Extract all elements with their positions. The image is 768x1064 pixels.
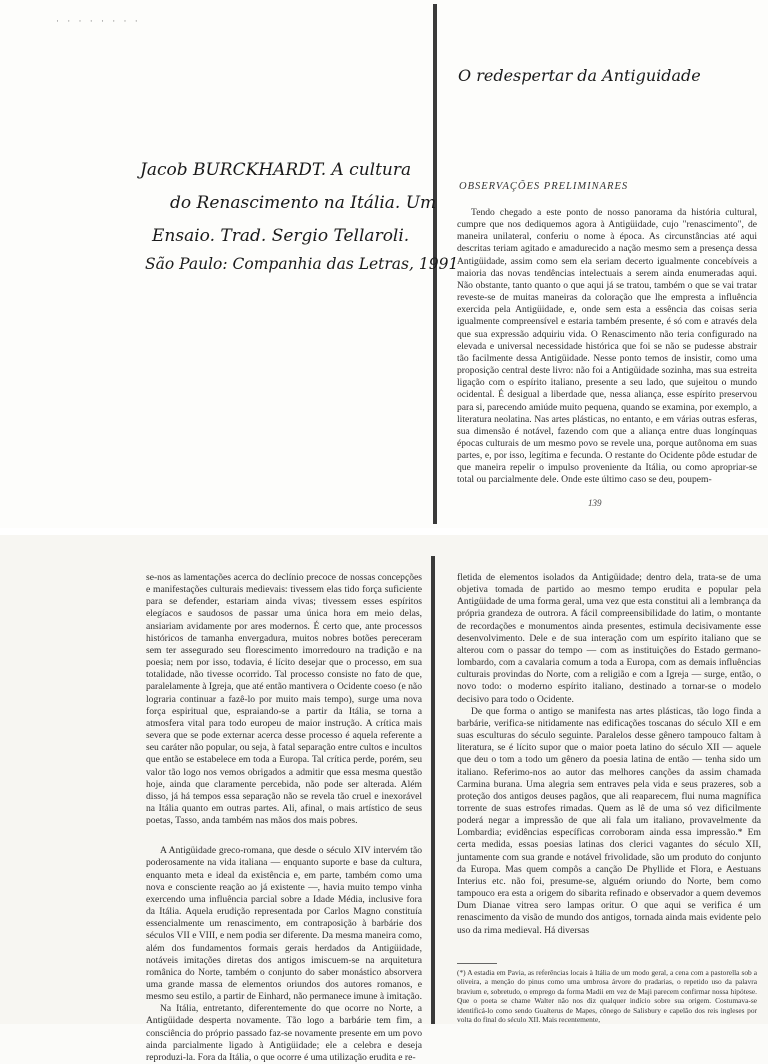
page-141-paragraph-2: De que forma o antigo se manifesta nas artes plásticas, tão logo finda a barbárie, verifica-se nitidamente nas edificações toscanas do século XII e em suas esculturas do século seguinte. Paralelos desse gênero tampouco faltam à literatura, se é lícito supor que o maior poeta latino do século XII — aquele que deu o tom a todo um gênero da poesia latina de então — tenha sido um italiano. Referimo-nos ao autor das melhores canções da assim chamada Carmina burana. Uma alegria sem entraves pela vida e seus prazeres, sob a proteção dos antigos deuses pagãos, que ali reaparecem, flui numa magnífica torrente de suas estrofes rimadas. Quem as lê de uma só vez dificilmente poderá negar a impressão de que ali fala um italiano, provavelmente da Lombardia; evidências específicas corroboram ainda essa impressão.* Em certa medida, essas poesias latinas dos clerici vagantes do século XII, juntamente com sua grande e notável frivolidade, são um produto do conjunto da Europa. Mas quem compôs a canção De Phyllide et Flora, e Aestuans Interius etc. não foi, presume-se, alguém oriundo do Norte, bem como tampouco era esta a origem do sibarita refinado e observador a quem devemos Dum Dianae vitrea sero lampas oritur. O que aqui se verifica é um renascimento da visão de mundo dos antigos, tornada ainda mais evidente pelo uso da rima medieval. Há diversas [457,705,761,936]
page-140-body [146,572,422,1063]
handwritten-citation-line-4: São Paulo: Companhia das Letras, 1991 [145,255,459,273]
page-141-paragraph-1: fletida de elementos isolados da Antigüidade; dentro dela, trata-se de uma objetiva tomada de partido ao mesmo tempo erudita e popular pela Antigüidade de uma forma geral, uma vez que esta constitui ali a lembrança da própria grandeza de outrora. A fácil compreensibilidade do latim, o montante de recordações e monumentos ainda presentes, estimula decisivamente esse desenvolvimento. Dele e de sua interação com um espírito italiano que se alterou com o passar do tempo — com as instituições do Estado germano-lombardo, com a cavalaria comum a toda a Europa, com as demais influências culturais provindas do Norte, com a religião e com a Igreja — surge, então, o novo todo: o moderno espírito italiano, destinado a tornar-se o modelo decisivo para todo o Ocidente. [457,572,761,705]
page-140-paragraph-2: A Antigüidade greco-romana, que desde o século XIV intervém tão poderosamente na vida italiana — enquanto suporte e base da cultura, enquanto meta e ideal da existência e, em parte, também como uma nova e consciente reação ao já existente —, havia muito tempo vinha exercendo uma influência parcial sobre a Idade Média, inclusive fora da Itália. Aquela erudição representada por Carlos Magno constituía essencialmente um renascimento, em contraposição à barbárie dos séculos VII e VIII, e nem podia ser diferente. Da mesma maneira como, além dos fundamentos formais gerais herdados da Antigüidade, notáveis imitações diretas dos antigos imiscuem-se na arquitetura românica do Norte, também o conjunto do saber monástico absorvera uma grande massa de elementos oriundos dos autores romanos, e mesmo seu estilo, a partir de Einhard, não permanece imune à imitação. [146,845,422,1003]
handwritten-citation-line-1: Jacob BURCKHARDT. A cultura [140,160,412,180]
page-number: 139 [588,498,602,508]
page-141-body [457,572,761,958]
handwritten-chapter-title: O redespertar da Antiguidade [458,66,701,85]
page-139-paragraph: Tendo chegado a este ponto de nosso panorama da história cultural, cumpre que nos dediquemos agora à Antigüidade, cujo "renascimento", de maneira unilateral, conferiu o nome à época. As circunstâncias até aqui descritas teriam agitado e amadurecido a nação mesmo sem a presença dessa Antigüidade, assim como sem ela seriam decerto igualmente concebíveis a maioria das novas tendências intelectuais a serem ainda enumeradas aqui. Não obstante, tanto quanto o que aqui já se tratou, também o que se vai tratar reveste-se de muitas maneiras da coloração que lhe empresta a influência exercida pela Antigüidade, e, onde sem esta a essência das coisas seria igualmente compreensível e estaria também presente, é só com e através dela que sua expressão adquiriu vida. O Renascimento não teria configurado na elevada e universal necessidade histórica que foi se não se pudesse abstrair tão facilmente dessa Antigüidade. Nesse ponto temos de insistir, como uma proposição central deste livro: não foi a Antigüidade sozinha, mas sua estreita ligação com o espírito italiano, presente a seu lado, que sujeitou o mundo ocidental. É desigual a liberdade que, nessa aliança, esse espírito preservou para si, parecendo amiúde muito pequena, quando se examina, por exemplo, a literatura neolatina. Nas artes plásticas, no entanto, e em várias outras esferas, sua dimensão é notável, fazendo com que a aliança entre duas longínquas épocas culturais de um mesmo povo se revele una, porque autônoma em suas partes, e, por isso, legítima e fecunda. O restante do Ocidente pôde estudar de que maneira repelir o impulso proveniente da Itália, ou como apropriar-se total ou parcialmente dele. Onde este último caso se deu, poupem- [457,207,757,486]
page-gap [0,528,768,535]
section-heading: OBSERVAÇÕES PRELIMINARES [459,181,629,192]
footnote: (*) A estadia em Pavia, as referências locais à Itália de um modo geral, a cena com a pastorella sob a oliveira, a menção do pinus como uma umbrosa árvore do pradarias, o repetido uso da palavra bravium e, sobretudo, o emprego da forma Madii em vez de Maji parecem confirmar nossa hipótese. Que o poeta se chame Walter não nos diz qualquer indício sobre sua origem. Costumava-se identificá-lo como sendo Gualterus de Mapes, cônego de Salisbury e capelão dos reis ingleses por volta do final do século XII. Mais recentemente, [457,968,757,1025]
scan-speckles: · · · · · · · · [56,16,141,26]
page-140-paragraph-3: Na Itália, entretanto, diferentemente do que ocorre no Norte, a Antigüidade desperta novamente. Tão logo a barbárie tem fim, a consciência do próprio passado faz-se novamente presente em um povo ainda parcialmente ligado à Antigüidade; ele a celebra e deseja reproduzi-la. Fora da Itália, o que ocorre é uma utilização erudita e re- [146,1003,422,1063]
footnote-rule [457,963,497,964]
handwritten-citation-line-2: do Renascimento na Itália. Um [170,193,437,213]
page-139-body [457,207,757,489]
gutter-shadow-bottom [431,556,435,1024]
handwritten-citation-line-3: Ensaio. Trad. Sergio Tellaroli. [152,226,410,246]
page-140-paragraph-1: se-nos as lamentações acerca do declínio precoce de nossas concepções e manifestações culturais medievais: tivessem elas tido força suficiente para se defender, estariam ainda vivas; tivessem esses espíritos elegíacos e saudosos de passar uma única hora em meio delas, ansiariam avidamente por ares modernos. É certo que, ante processos históricos de tamanha envergadura, muitos nobres botões pereceram sem ter assegurado seu florescimento imorredouro na tradição e na poesia; nem por isso, todavia, é lícito desejar que o processo, em sua totalidade, não tivesse ocorrido. Tal processo consiste no fato de que, paralelamente à Igreja, que até então mantivera o Ocidente coeso (e não lograria continuar a fazê-lo por muito mais tempo), surge uma nova força espiritual que, espraiando-se a partir da Itália, se torna a atmosfera vital para todo europeu de maior instrução. A crítica mais severa que se pode externar acerca desse processo é aquela referente a seu caráter não popular, ou seja, à fatal separação entre cultos e incultos que então se estabelece em toda a Europa. Tal crítica perde, porém, seu valor tão logo nos vemos obrigados a admitir que essa mesma questão hoje, ainda que claramente percebida, não pode ser alterada. Além disso, já há tempos essa separação não se revela tão cruel e inexorável na Itália quanto em outras partes. Ali, afinal, o mais artístico de seus poetas, Tasso, anda também nas mãos dos mais pobres. [146,572,422,827]
